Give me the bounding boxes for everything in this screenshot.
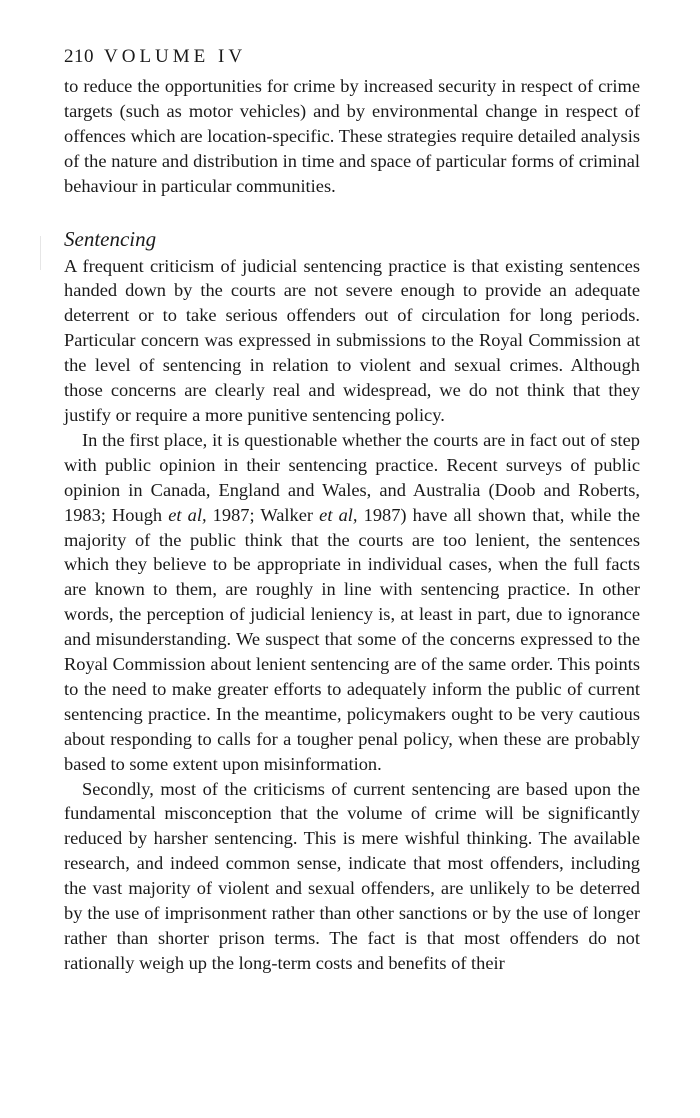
citation-et-al-1: et al, <box>168 504 207 525</box>
paragraph-3 <box>64 428 640 777</box>
paragraph-3-text-c: 1987) have all shown that, while the majority of the public think that the courts are too lenient, the sentences which they believe to be appropriate in individual cases, when the full facts are known to them, are roughly in line with sentencing practice. In other words, the perception of judicial leniency is, at least in part, due to ignorance and misunderstanding. We suspect that some of the concerns expressed to the Royal Commission about lenient sentencing are of the same order. This points to the need to make greater efforts to adequately inform the public of current sentencing practice. In the meantime, policymakers ought to be very cautious about responding to calls for a tougher penal policy, when these are probably based to some extent upon misinformation. <box>64 504 640 774</box>
citation-et-al-2: et al, <box>319 504 358 525</box>
section-heading-sentencing: Sentencing <box>64 226 157 251</box>
paragraph-3-text-a: In the first place, it is questionable whether the courts are in fact out of step with public opinion in their sentencing practice. Recent surveys of public opinion in Canada, England and Wales, and Australia (Doob and Roberts, 1983; Hough <box>64 429 640 525</box>
paragraph-3-text-b: 1987; Walker <box>206 504 320 525</box>
paragraph-4: Secondly, most of the criticisms of current sentencing are based upon the fundamental misconception that the volume of crime will be significantly reduced by harsher sentencing. This is mere wishful thinking. The available research, and indeed common sense, indicate that most offenders, including the vast majority of violent and sexual offenders, are unlikely to be deterred by the use of imprisonment rather than other sanctions or by the use of longer rather than shorter prison terms. The fact is that most offenders do not rationally weigh up the long-term costs and benefits of their <box>64 778 640 973</box>
paragraph-2: A frequent criticism of judicial sentencing practice is that existing sentences handed down by the courts are not severe enough to provide an adequate deterrent or to take serious offenders out of circulation for long periods. Particular concern was expressed in submissions to the Royal Commission at the level of sentencing in relation to violent and sexual crimes. Although those concerns are clearly real and widespread, we do not think that they justify or require a more punitive sentencing policy. <box>64 255 640 425</box>
volume-label: VOLUME IV <box>104 46 247 67</box>
page-number: 210 <box>64 46 94 67</box>
margin-rule <box>40 236 41 270</box>
running-head <box>64 44 640 70</box>
paragraph-1: to reduce the opportunities for crime by increased security in respect of crime targets (such as motor vehicles) and by environmental change in respect of offences which are location-specific. These strategies require detailed analysis of the nature and distribution in time and space of particular forms of criminal behaviour in particular communities. <box>64 76 640 196</box>
book-page <box>64 44 640 976</box>
